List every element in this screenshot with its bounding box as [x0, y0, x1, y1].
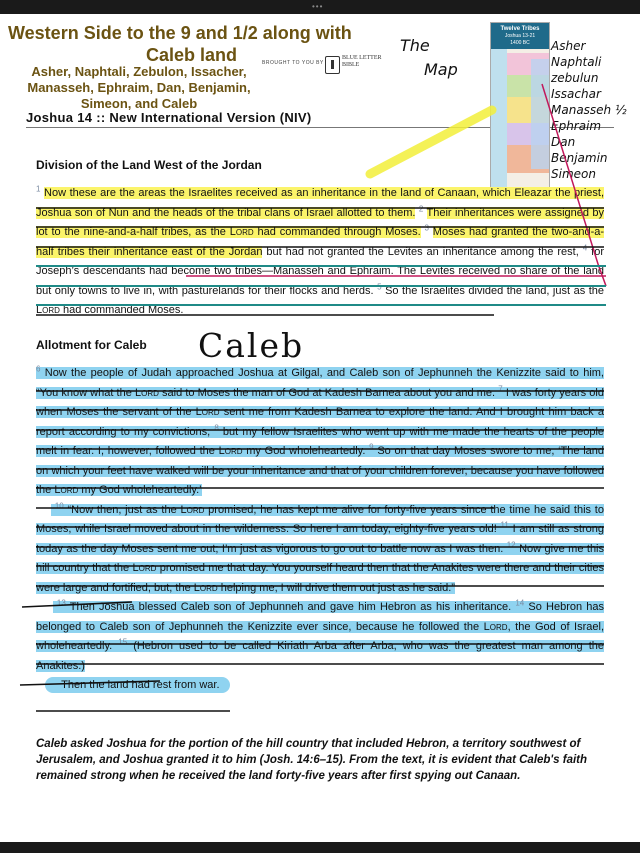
verse-number: 4 [582, 242, 588, 252]
verse-number: 8 [214, 422, 219, 432]
verse-9-end: my God wholeheartedly.’ [81, 484, 202, 496]
verse-number: 14 [515, 598, 525, 608]
verse-5-end: had commanded Moses. [62, 304, 184, 316]
paragraph-division [36, 184, 604, 321]
verse-number: 7 [498, 383, 503, 393]
verse-number: 3 [424, 223, 429, 233]
handwritten-tribe-list [551, 38, 639, 182]
verse-2-end: had commanded through Moses. [257, 226, 421, 238]
verse-7-end: sent me from Kadesh Barnea to explore the land. And I brought him back a report according to my convictions, [36, 406, 604, 438]
verse-15-rest: Then the land had rest from war. [45, 677, 229, 693]
window-dots-icon[interactable]: ••• [312, 2, 324, 11]
verse-number: 6 [36, 364, 41, 374]
verse-13: Then Joshua blessed Caleb son of Jephunneh and gave him Hebron as his inheritance. [69, 601, 512, 613]
verse-10: “Now then, just as the [67, 503, 177, 516]
verse-10-end: promised, he has kept me alive for forty-five years since the time he said this to Moses, while Israel moved about in the wilderness. So here I am today, eighty-five years old! [36, 503, 604, 535]
tribe-note: Manasseh ½ [551, 103, 627, 117]
verse-3-end: but had not granted the Levites an inheritance among the rest, [266, 245, 579, 258]
tribe-note: Dan [551, 135, 576, 149]
lord-word: Lord [180, 503, 205, 516]
tribe-note: Ephraim [551, 119, 602, 133]
bottom-bar [0, 842, 640, 853]
verse-3: Moses had granted the two-and-a-half tribes their inheritance east of the Jordan [36, 226, 605, 258]
brought-by-label: BROUGHT TO YOU BY [262, 60, 324, 66]
verse-number: 12 [506, 539, 516, 549]
section-heading-caleb: Allotment for Caleb [36, 338, 147, 352]
handwritten-map: Map [424, 60, 458, 79]
lord-word: Lord [218, 445, 243, 457]
tribe-note: Naphtali [551, 55, 602, 69]
tribe-note: Asher [551, 39, 586, 53]
verse-4: for Joseph’s descendants had become two tribes—Manasseh and Ephraim. The Levites received no share of the land but only towns to live in, with pasturelands for their flocks and herds. [36, 245, 604, 297]
verse-number: 2 [418, 203, 424, 213]
verse-5: So the Israelites divided the land, just as the [385, 284, 604, 297]
verse-2: Their inheritances were assigned by lot to the nine-and-a-half tribes, as the [36, 206, 605, 238]
lord-word: Lord [195, 406, 220, 418]
handwritten-the: The [400, 36, 430, 55]
yellow-pointer-stroke [370, 110, 492, 174]
map-title: Twelve Tribes [500, 26, 540, 32]
verse-9: So on that day Moses swore to me, ‘The land on which your feet have walked will be your inheritance and that of your children forever, because you have followed the [36, 445, 605, 496]
verse-6-end: said to Moses the man of God at Kadesh Barnea about you and me. [162, 386, 496, 399]
map-date: 1400 BC [510, 40, 530, 46]
tribes-map-thumbnail[interactable] [490, 22, 550, 192]
lord-word: Lord [193, 581, 218, 594]
verse-12-end: helping me, I will drive them out just as he said.” [220, 581, 455, 594]
section-heading-division: Division of the Land West of the Jordan [36, 158, 262, 172]
logo-text: BLUE LETTER BIBLE [342, 55, 382, 68]
verse-number: 11 [500, 520, 509, 530]
page-subtitle: Asher, Naphtali, Zebulon, Issacher, Manasseh, Ephraim, Dan, Benjamin, Simeon, and Caleb [27, 64, 251, 111]
book-icon [325, 56, 340, 74]
status-bar [0, 0, 640, 14]
paragraph-caleb [36, 364, 604, 696]
verse-8: but my fellow Israelites who went up with me made the hearts of the people melt in fear. I, however, followed the [36, 425, 605, 457]
lord-word: Lord [132, 562, 157, 574]
lord-word: Lord [229, 226, 254, 238]
verse-number: 5 [377, 281, 382, 291]
map-sea [491, 49, 507, 191]
verse-12-mid: promised me that day. You yourself heard then that the Anakites were there and their cities were large and fortified, but, the [36, 562, 604, 594]
document-page [0, 14, 640, 842]
verse-1: Now these are the areas the Israelites received as an inheritance in the land of Canaan, which Eleazar the priest, Joshua son of Nun and the heads of the tribal clans of Israel allotted to them. [36, 187, 604, 219]
verse-14: So Hebron has belonged to Caleb son of Jephunneh the Kenizzite ever since, because he followed the [36, 601, 605, 633]
title-line-2: Caleb land [146, 45, 238, 65]
tribe-note: Issachar [551, 87, 601, 101]
tribe-note: zebulun [551, 71, 599, 85]
verse-7: I was forty years old when Moses the servant of the [36, 386, 604, 418]
passage-heading: Joshua 14 :: New International Version (NIV) [26, 110, 312, 125]
lord-word: Lord [36, 304, 60, 316]
blue-letter-bible-logo[interactable] [325, 54, 383, 78]
map-region [531, 59, 549, 169]
verse-number: 10 [54, 500, 64, 510]
title-line-1: Western Side to the 9 and 1/2 along with [8, 23, 352, 43]
tribe-note: Simeon [551, 167, 596, 181]
verse-8-end: my God wholeheartedly. [246, 445, 366, 457]
commentary-summary: Caleb asked Joshua for the portion of the hill country that included Hebron, a territory southwest of Jerusalem, and Joshua granted it to him (Josh. 14:6–15). From the text, it is evident that Caleb's faith remained strong when he received the land forty-five years after first spying out Canaan. [36, 738, 588, 782]
verse-15: (Hebron used to be called Kiriath Arba after Arba, who was the greatest man among the Anakites.) [36, 640, 604, 672]
verse-number: 15 [118, 637, 128, 647]
map-header [491, 23, 549, 49]
verse-number: 1 [36, 184, 41, 194]
verse-number: 9 [369, 442, 374, 452]
verse-6: Now the people of Judah approached Joshua at Gilgal, and Caleb son of Jephunneh the Kenizzite said to him, “You know what the [36, 367, 604, 399]
tribe-note: Benjamin [551, 151, 608, 165]
map-ref: Joshua 13-21 [504, 33, 536, 39]
lord-word: Lord [483, 620, 508, 633]
lord-word: Lord [54, 484, 79, 496]
verse-12: Now give me this hill country that the [36, 542, 604, 574]
verse-14-end: , the God of Israel, wholeheartedly. [36, 620, 604, 652]
verse-number: 13 [56, 598, 66, 608]
lord-word: Lord [134, 386, 159, 399]
handwritten-caleb: Caleb [198, 326, 305, 365]
verse-11: I am still as strong today as the day Moses sent me out; I’m just as vigorous to go out to battle now as I was then. [36, 523, 604, 555]
